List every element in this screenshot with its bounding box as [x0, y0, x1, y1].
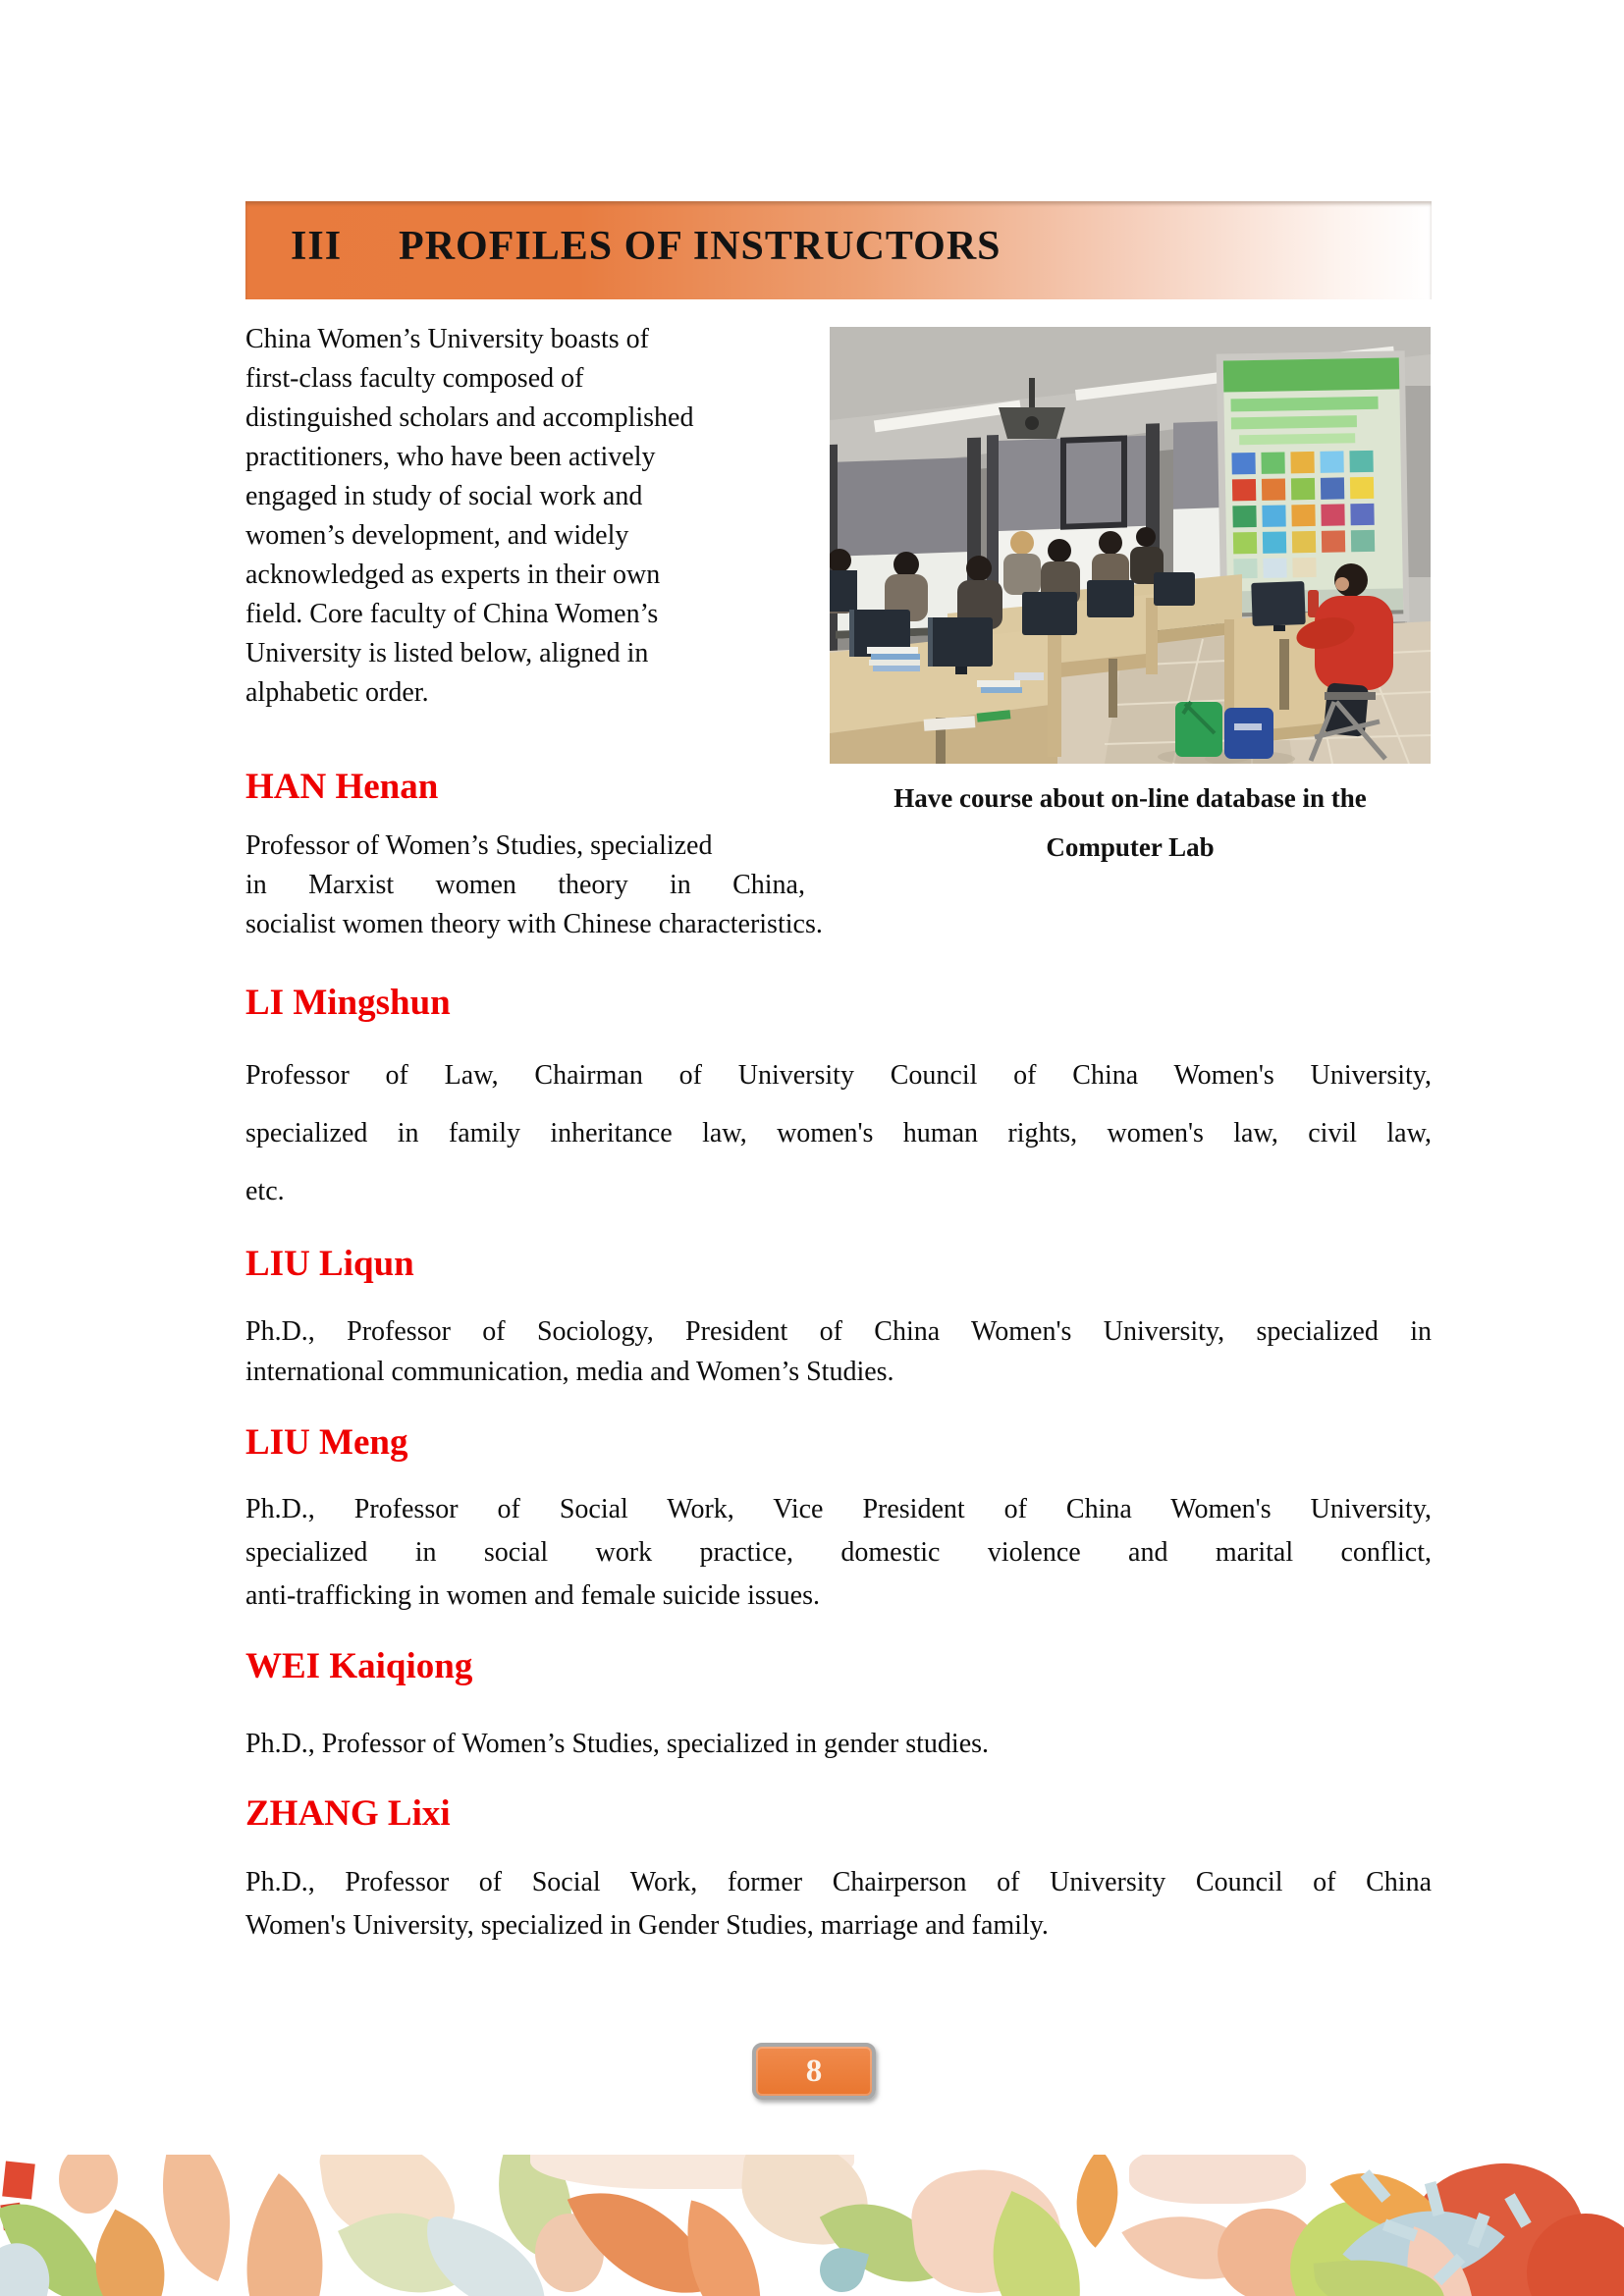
bio-line: Professor of Women’s Studies, specialized — [245, 830, 713, 861]
instructor-heading-liu-meng: LIU Meng — [245, 1422, 408, 1463]
intro-line: alphabetic order. — [245, 677, 429, 708]
intro-paragraph — [245, 320, 801, 713]
section-numeral: III — [291, 224, 343, 269]
instructor-bio-wei-kaiqiong — [245, 1724, 1432, 1764]
bio-line: Ph.D., Professor of Women’s Studies, specialized in gender studies. — [245, 1729, 990, 1759]
section-title-text: PROFILES OF INSTRUCTORS — [399, 224, 1001, 269]
bio-line: Ph.D., Professor of Social Work, Vice President of China Women's University, — [245, 1494, 1432, 1524]
computer-lab-photo — [830, 327, 1431, 764]
bio-line: socialist women theory with Chinese characteristics. — [245, 909, 823, 939]
bio-line: Professor of Law, Chairman of University Council of China Women's University, — [245, 1060, 1432, 1091]
footer-decoration — [0, 2155, 1624, 2296]
intro-line: field. Core faculty of China Women’s — [245, 599, 659, 629]
intro-line: distinguished scholars and accomplished — [245, 402, 694, 433]
instructor-heading-liu-liqun: LIU Liqun — [245, 1244, 414, 1284]
instructor-heading-li-mingshun: LI Mingshun — [245, 983, 451, 1023]
photo-caption-line2: Computer Lab — [1046, 832, 1215, 862]
intro-line: practitioners, who have been actively — [245, 442, 656, 472]
page-title — [291, 223, 1001, 270]
section-title-bar — [245, 201, 1432, 299]
bio-line: Ph.D., Professor of Sociology, President of China Women's University, specialized in — [245, 1316, 1432, 1347]
photo-caption-line1: Have course about on-line database in the — [893, 783, 1367, 813]
instructor-bio-liu-meng — [245, 1488, 1432, 1618]
bio-line: Ph.D., Professor of Social Work, former Chairperson of University Council of China — [245, 1867, 1432, 1897]
page-number-badge — [752, 2043, 876, 2100]
instructor-bio-han-henan — [245, 827, 958, 944]
bio-line: specialized in social work practice, domestic violence and marital conflict, — [245, 1537, 1432, 1568]
instructor-bio-li-mingshun — [245, 1046, 1432, 1220]
page-number: 8 — [805, 2053, 823, 2089]
instructor-bio-zhang-lixi — [245, 1861, 1432, 1948]
instructor-heading-zhang-lixi: ZHANG Lixi — [245, 1793, 451, 1834]
instructor-bio-liu-liqun — [245, 1311, 1432, 1392]
intro-line: University is listed below, aligned in — [245, 638, 649, 668]
bio-line: etc. — [245, 1176, 285, 1206]
bio-line: international communication, media and Women’s Studies. — [245, 1357, 894, 1387]
intro-line: first-class faculty composed of — [245, 363, 584, 394]
bio-line: Women's University, specialized in Gender Studies, marriage and family. — [245, 1910, 1049, 1941]
intro-line: engaged in study of social work and — [245, 481, 643, 511]
intro-line: acknowledged as experts in their own — [245, 560, 661, 590]
computer-lab-photo-art — [830, 327, 1431, 764]
intro-line: women’s development, and widely — [245, 520, 629, 551]
bio-line: anti-trafficking in women and female suicide issues. — [245, 1580, 820, 1611]
bio-line: specialized in family inheritance law, women's human rights, women's law, civil law, — [245, 1118, 1432, 1148]
instructor-heading-han-henan: HAN Henan — [245, 767, 439, 807]
instructor-heading-wei-kaiqiong: WEI Kaiqiong — [245, 1646, 473, 1686]
bio-line: in Marxist women theory in China, — [245, 870, 805, 900]
intro-line: China Women’s University boasts of — [245, 324, 649, 354]
